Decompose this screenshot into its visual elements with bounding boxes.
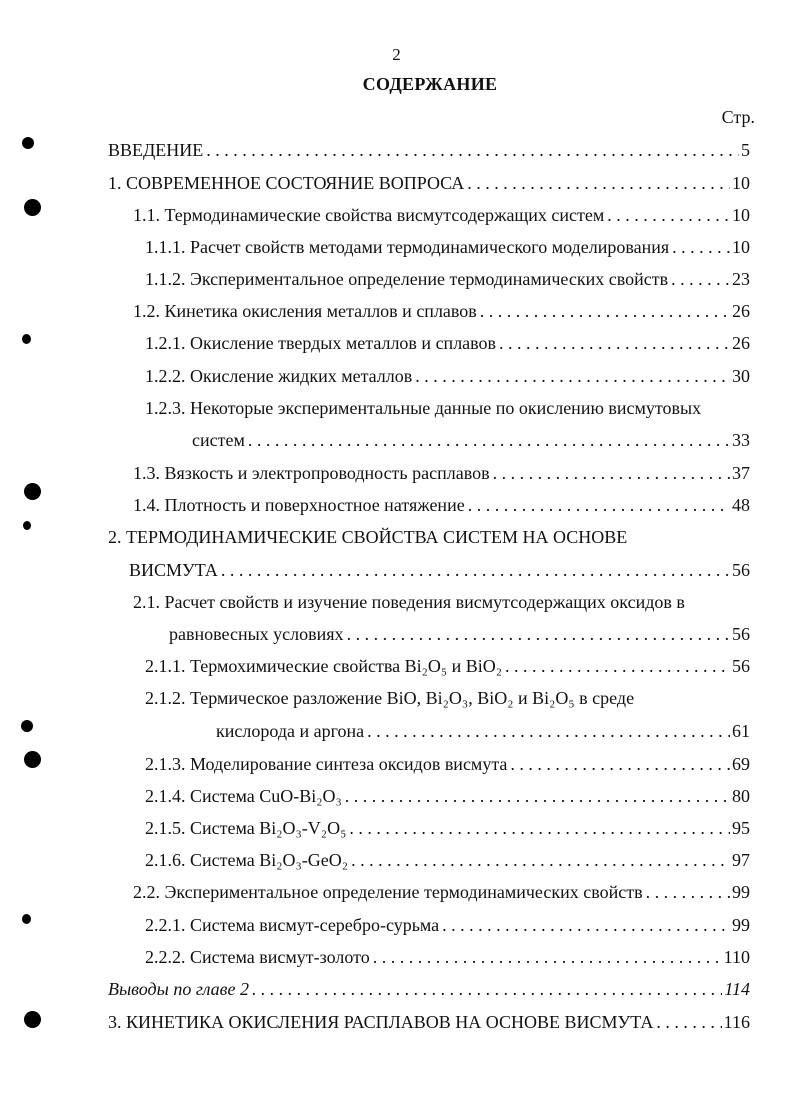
binding-hole-mark bbox=[22, 137, 34, 149]
toc-entry: 2.1.6. Система Bi₂O₃-GeO₂ . . . 97 bbox=[145, 848, 750, 872]
toc-entry: 1.1.2. Экспериментальное определение термодинамических свойств . . . 23 bbox=[145, 267, 750, 291]
binding-hole-mark bbox=[22, 334, 31, 344]
toc-entry: 1.1.1. Расчет свойств методами термодинамического моделирования . . . 10 bbox=[145, 235, 750, 259]
toc-entry: 2.1. Расчет свойств и изучение поведения висмутсодержащих оксидов в bbox=[133, 592, 685, 612]
toc-entry: ВИСМУТА . . . 56 bbox=[129, 558, 750, 582]
toc-entry: равновесных условиях . . . 56 bbox=[169, 622, 750, 646]
toc-entry: 2.1.1. Термохимические свойства Bi₂O₅ и BiO₂ . . . 56 bbox=[145, 654, 750, 678]
toc-entry: 1.2.1. Окисление твердых металлов и сплавов . . . 26 bbox=[145, 331, 750, 355]
toc-entry: 2. ТЕРМОДИНАМИЧЕСКИЕ СВОЙСТВА СИСТЕМ НА ОСНОВЕ bbox=[108, 527, 628, 547]
toc-entry: 2.2. Экспериментальное определение термодинамических свойств . . . 99 bbox=[133, 880, 750, 904]
toc-entry: 2.2.1. Система висмут-серебро-сурьма . . . 99 bbox=[145, 913, 750, 937]
toc-entry: 2.1.4. Система CuO-Bi₂O₃ . . . 80 bbox=[145, 784, 750, 808]
toc-entry: 1.1. Термодинамические свойства висмутсодержащих систем . . . 10 bbox=[133, 203, 750, 227]
toc-entry: 1.2.2. Окисление жидких металлов . . . 30 bbox=[145, 364, 750, 388]
toc-entry: 1.3. Вязкость и электропроводность расплавов . . . 37 bbox=[133, 461, 750, 485]
toc-entry: 2.1.3. Моделирование синтеза оксидов висмута . . . 69 bbox=[145, 752, 750, 776]
binding-hole-mark bbox=[24, 483, 41, 500]
binding-hole-mark bbox=[24, 199, 41, 216]
binding-hole-mark bbox=[24, 751, 41, 768]
toc-entry: 2.1.2. Термическое разложение BiO, Bi₂O₃, BiO₂ и Bi₂O₅ в среде bbox=[145, 688, 635, 708]
binding-hole-mark bbox=[21, 720, 33, 732]
binding-hole-mark bbox=[24, 1011, 41, 1028]
toc-entry: кислорода и аргона . . . 61 bbox=[216, 719, 750, 743]
toc-entry: 2.1.5. Система Bi₂O₃-V₂O₅ . . . 95 bbox=[145, 816, 750, 840]
toc-entry: 1.2. Кинетика окисления металлов и сплавов . . . 26 bbox=[133, 299, 750, 323]
toc-entry: 1. СОВРЕМЕННОЕ СОСТОЯНИЕ ВОПРОСА . . . 10 bbox=[108, 171, 750, 195]
page-number: 2 bbox=[392, 45, 401, 64]
binding-hole-mark bbox=[23, 521, 31, 530]
toc-entry: 2.2.2. Система висмут-золото . . . 110 bbox=[145, 945, 750, 969]
toc-entry: систем . . . 33 bbox=[192, 428, 750, 452]
toc-entry: ВВЕДЕНИЕ . . . 5 bbox=[108, 138, 750, 162]
binding-hole-mark bbox=[22, 914, 31, 924]
page-column-header: Стр. bbox=[721, 107, 755, 127]
toc-entry: Выводы по главе 2 . . . 114 bbox=[108, 977, 750, 1001]
toc-entry: 3. КИНЕТИКА ОКИСЛЕНИЯ РАСПЛАВОВ НА ОСНОВЕ ВИСМУТА . . . 116 bbox=[108, 1010, 750, 1034]
toc-entry: 1.4. Плотность и поверхностное натяжение . . . 48 bbox=[133, 493, 750, 517]
toc-entry: 1.2.3. Некоторые экспериментальные данные по окислению висмутовых bbox=[145, 398, 702, 418]
page-title: СОДЕРЖАНИЕ bbox=[362, 74, 498, 94]
